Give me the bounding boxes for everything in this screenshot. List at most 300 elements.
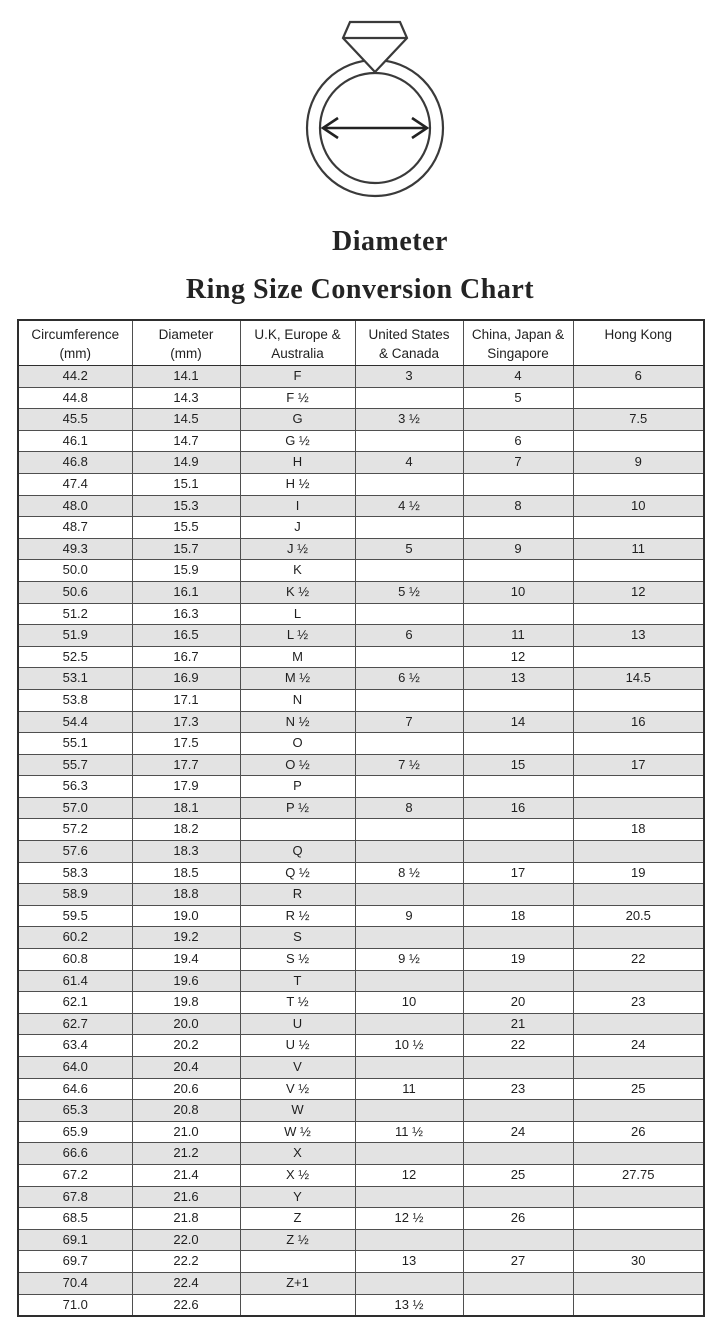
table-row	[18, 797, 704, 819]
table-row	[18, 905, 704, 927]
table-cell: 48.7	[18, 517, 132, 539]
table-cell	[463, 1100, 573, 1122]
table-cell: 12	[355, 1164, 463, 1186]
table-cell: 60.8	[18, 949, 132, 971]
table-row	[18, 711, 704, 733]
table-cell: 46.8	[18, 452, 132, 474]
table-cell: R ½	[240, 905, 355, 927]
table-cell: 59.5	[18, 905, 132, 927]
header-line: (mm)	[170, 346, 202, 361]
table-cell	[573, 430, 704, 452]
header-line: China, Japan &	[471, 327, 565, 342]
header-line: U.K, Europe &	[254, 327, 341, 342]
table-cell	[355, 841, 463, 863]
ring-size-chart-page	[0, 10, 720, 1317]
table-cell	[355, 517, 463, 539]
header-line: Singapore	[487, 346, 549, 361]
table-row	[18, 646, 704, 668]
table-cell: Q	[240, 841, 355, 863]
table-cell: 57.6	[18, 841, 132, 863]
table-cell: 17	[573, 754, 704, 776]
diameter-caption: Diameter	[332, 226, 448, 257]
table-cell	[355, 819, 463, 841]
table-cell: 25	[573, 1078, 704, 1100]
table-cell: H	[240, 452, 355, 474]
table-cell: 5 ½	[355, 581, 463, 603]
table-cell	[355, 387, 463, 409]
table-cell: 23	[573, 992, 704, 1014]
table-cell: 48.0	[18, 495, 132, 517]
table-cell	[573, 1208, 704, 1230]
table-cell	[573, 884, 704, 906]
table-cell: K ½	[240, 581, 355, 603]
table-cell	[463, 819, 573, 841]
table-cell	[573, 1143, 704, 1165]
table-cell: 27.75	[573, 1164, 704, 1186]
table-cell: 16.1	[132, 581, 240, 603]
table-row	[18, 862, 704, 884]
table-row	[18, 1035, 704, 1057]
table-cell: 13	[355, 1251, 463, 1273]
table-cell: 19.0	[132, 905, 240, 927]
table-row	[18, 409, 704, 431]
table-cell: H ½	[240, 473, 355, 495]
table-cell	[355, 733, 463, 755]
table-cell	[463, 841, 573, 863]
table-cell: 24	[463, 1121, 573, 1143]
table-cell	[573, 473, 704, 495]
table-cell: M ½	[240, 668, 355, 690]
table-cell: J ½	[240, 538, 355, 560]
table-cell	[240, 819, 355, 841]
table-cell	[463, 409, 573, 431]
table-cell: 18.1	[132, 797, 240, 819]
table-cell: 21.6	[132, 1186, 240, 1208]
table-cell: 19.8	[132, 992, 240, 1014]
table-cell: 22	[573, 949, 704, 971]
table-cell: 18.2	[132, 819, 240, 841]
table-cell: 69.1	[18, 1229, 132, 1251]
table-cell	[355, 689, 463, 711]
table-cell	[355, 1100, 463, 1122]
table-cell	[355, 603, 463, 625]
table-cell: K	[240, 560, 355, 582]
table-cell: 20.8	[132, 1100, 240, 1122]
diamond-ring-diameter-icon	[290, 10, 465, 210]
table-header	[18, 320, 704, 366]
table-cell: 69.7	[18, 1251, 132, 1273]
table-cell	[463, 733, 573, 755]
table-cell: L ½	[240, 625, 355, 647]
table-cell	[355, 927, 463, 949]
table-row	[18, 1164, 704, 1186]
table-cell	[355, 1013, 463, 1035]
table-cell: 15.3	[132, 495, 240, 517]
header-line: & Canada	[378, 346, 440, 361]
table-cell: 56.3	[18, 776, 132, 798]
table-cell: 65.9	[18, 1121, 132, 1143]
table-cell: 9	[463, 538, 573, 560]
table-cell: 14	[463, 711, 573, 733]
table-cell	[463, 473, 573, 495]
table-cell	[463, 884, 573, 906]
col-header-circumference	[18, 320, 132, 366]
table-cell	[573, 560, 704, 582]
table-cell	[355, 560, 463, 582]
table-cell	[463, 1272, 573, 1294]
table-row	[18, 689, 704, 711]
table-cell: 19.6	[132, 970, 240, 992]
table-row	[18, 841, 704, 863]
table-cell: 58.3	[18, 862, 132, 884]
table-cell: 62.1	[18, 992, 132, 1014]
table-cell	[463, 1186, 573, 1208]
table-cell: 50.6	[18, 581, 132, 603]
table-row	[18, 819, 704, 841]
table-cell	[573, 1229, 704, 1251]
ring-size-conversion-table	[17, 319, 705, 1317]
table-cell: 19	[463, 949, 573, 971]
table-cell: 14.1	[132, 366, 240, 388]
table-cell: 9	[355, 905, 463, 927]
table-row	[18, 1143, 704, 1165]
table-cell: 51.9	[18, 625, 132, 647]
table-cell	[573, 646, 704, 668]
table-cell	[355, 473, 463, 495]
table-cell: 19.4	[132, 949, 240, 971]
table-cell: 10	[463, 581, 573, 603]
table-cell: 26	[463, 1208, 573, 1230]
table-row	[18, 733, 704, 755]
table-cell: 71.0	[18, 1294, 132, 1316]
table-cell	[240, 1294, 355, 1316]
table-cell: 45.5	[18, 409, 132, 431]
table-cell: Z ½	[240, 1229, 355, 1251]
table-cell: I	[240, 495, 355, 517]
table-cell: 23	[463, 1078, 573, 1100]
table-cell	[463, 970, 573, 992]
header-line: (mm)	[59, 346, 91, 361]
table-cell: 54.4	[18, 711, 132, 733]
table-cell	[463, 1143, 573, 1165]
table-cell: X ½	[240, 1164, 355, 1186]
table-row	[18, 452, 704, 474]
table-cell: 10 ½	[355, 1035, 463, 1057]
table-cell: 18.8	[132, 884, 240, 906]
table-cell	[463, 1229, 573, 1251]
table-cell: 47.4	[18, 473, 132, 495]
table-cell: 22	[463, 1035, 573, 1057]
table-cell: S ½	[240, 949, 355, 971]
table-cell: 44.8	[18, 387, 132, 409]
table-cell: 65.3	[18, 1100, 132, 1122]
table-cell	[355, 1143, 463, 1165]
table-cell: 20.5	[573, 905, 704, 927]
table-cell	[573, 797, 704, 819]
table-cell: O ½	[240, 754, 355, 776]
table-cell	[573, 689, 704, 711]
table-cell: 13	[463, 668, 573, 690]
table-cell: 17	[463, 862, 573, 884]
table-cell: 7	[355, 711, 463, 733]
table-cell: 14.9	[132, 452, 240, 474]
table-cell: 15.7	[132, 538, 240, 560]
table-cell: W ½	[240, 1121, 355, 1143]
table-cell: 67.8	[18, 1186, 132, 1208]
table-cell: 10	[573, 495, 704, 517]
table-row	[18, 1251, 704, 1273]
table-cell: T ½	[240, 992, 355, 1014]
table-cell: 70.4	[18, 1272, 132, 1294]
header-line: Hong Kong	[604, 327, 673, 342]
table-cell: R	[240, 884, 355, 906]
table-cell: 63.4	[18, 1035, 132, 1057]
table-cell	[573, 970, 704, 992]
table-cell: Z	[240, 1208, 355, 1230]
table-cell: N	[240, 689, 355, 711]
table-row	[18, 625, 704, 647]
table-row	[18, 970, 704, 992]
table-cell: 11 ½	[355, 1121, 463, 1143]
table-cell: S	[240, 927, 355, 949]
table-cell: W	[240, 1100, 355, 1122]
ring-size-table-body	[18, 366, 704, 1317]
table-cell: 6	[573, 366, 704, 388]
col-header-uk-europe-australia	[240, 320, 355, 366]
table-cell	[463, 517, 573, 539]
table-cell: 20.2	[132, 1035, 240, 1057]
table-cell: 49.3	[18, 538, 132, 560]
table-cell: M	[240, 646, 355, 668]
table-row	[18, 560, 704, 582]
table-cell: 6	[463, 430, 573, 452]
header-row	[18, 320, 704, 366]
table-row	[18, 430, 704, 452]
table-cell	[463, 603, 573, 625]
table-cell: U ½	[240, 1035, 355, 1057]
table-cell: 64.0	[18, 1057, 132, 1079]
table-cell	[355, 1272, 463, 1294]
table-cell: F	[240, 366, 355, 388]
table-cell	[573, 841, 704, 863]
table-row	[18, 603, 704, 625]
col-header-hong-kong	[573, 320, 704, 366]
table-cell	[573, 1057, 704, 1079]
table-cell: 9	[573, 452, 704, 474]
table-row	[18, 1121, 704, 1143]
table-cell: 21.0	[132, 1121, 240, 1143]
table-row	[18, 1013, 704, 1035]
table-cell: 18	[463, 905, 573, 927]
table-cell: 11	[463, 625, 573, 647]
table-cell: 21.8	[132, 1208, 240, 1230]
table-cell: 13	[573, 625, 704, 647]
table-cell: 5	[463, 387, 573, 409]
table-cell	[573, 1186, 704, 1208]
table-cell: 46.1	[18, 430, 132, 452]
table-row	[18, 538, 704, 560]
table-cell: 20.6	[132, 1078, 240, 1100]
table-cell: 57.0	[18, 797, 132, 819]
table-cell	[463, 927, 573, 949]
table-cell: 51.2	[18, 603, 132, 625]
table-cell: 52.5	[18, 646, 132, 668]
table-cell: 13 ½	[355, 1294, 463, 1316]
table-cell: N ½	[240, 711, 355, 733]
table-cell: Y	[240, 1186, 355, 1208]
table-cell	[355, 970, 463, 992]
table-row	[18, 473, 704, 495]
table-cell: Z+1	[240, 1272, 355, 1294]
table-cell	[355, 1057, 463, 1079]
table-cell: 18	[573, 819, 704, 841]
table-row	[18, 949, 704, 971]
table-cell: 11	[573, 538, 704, 560]
table-cell: U	[240, 1013, 355, 1035]
table-cell: 67.2	[18, 1164, 132, 1186]
table-cell: 22.0	[132, 1229, 240, 1251]
table-cell: 12	[463, 646, 573, 668]
table-cell: 64.6	[18, 1078, 132, 1100]
table-cell: 16	[573, 711, 704, 733]
col-header-china-japan-singapore	[463, 320, 573, 366]
table-cell: 8 ½	[355, 862, 463, 884]
table-cell: 68.5	[18, 1208, 132, 1230]
table-cell: 15.5	[132, 517, 240, 539]
table-cell: 17.9	[132, 776, 240, 798]
table-row	[18, 387, 704, 409]
table-cell: 14.5	[132, 409, 240, 431]
table-cell: 21.4	[132, 1164, 240, 1186]
table-cell: 27	[463, 1251, 573, 1273]
table-cell	[573, 1100, 704, 1122]
table-cell: 17.1	[132, 689, 240, 711]
table-cell: 12	[573, 581, 704, 603]
table-row	[18, 1100, 704, 1122]
table-cell: V	[240, 1057, 355, 1079]
table-cell: 16	[463, 797, 573, 819]
table-row	[18, 1186, 704, 1208]
table-cell	[355, 430, 463, 452]
header-line: Australia	[271, 346, 324, 361]
table-cell	[573, 1272, 704, 1294]
table-cell: 17.7	[132, 754, 240, 776]
table-cell: 7	[463, 452, 573, 474]
col-header-us-canada	[355, 320, 463, 366]
table-cell: X	[240, 1143, 355, 1165]
table-cell: O	[240, 733, 355, 755]
table-row	[18, 1272, 704, 1294]
page-title: Ring Size Conversion Chart	[185, 274, 535, 305]
table-cell: 60.2	[18, 927, 132, 949]
table-cell: 26	[573, 1121, 704, 1143]
table-cell: 17.3	[132, 711, 240, 733]
table-cell: 24	[573, 1035, 704, 1057]
table-cell	[463, 776, 573, 798]
table-row	[18, 1057, 704, 1079]
table-cell: 5	[355, 538, 463, 560]
table-row	[18, 1208, 704, 1230]
table-cell: 10	[355, 992, 463, 1014]
table-row	[18, 1078, 704, 1100]
table-cell: 58.9	[18, 884, 132, 906]
table-cell: 61.4	[18, 970, 132, 992]
table-cell: 57.2	[18, 819, 132, 841]
table-cell: 44.2	[18, 366, 132, 388]
table-cell: 20.4	[132, 1057, 240, 1079]
table-cell: L	[240, 603, 355, 625]
table-cell: 16.7	[132, 646, 240, 668]
table-row	[18, 1229, 704, 1251]
table-cell: 8	[463, 495, 573, 517]
table-cell	[240, 1251, 355, 1273]
header-line: United States	[368, 327, 450, 342]
table-cell: 19	[573, 862, 704, 884]
table-cell: 20.0	[132, 1013, 240, 1035]
table-cell: 4	[355, 452, 463, 474]
table-cell	[355, 884, 463, 906]
table-cell	[573, 387, 704, 409]
table-cell	[573, 927, 704, 949]
table-cell: 15	[463, 754, 573, 776]
table-cell: J	[240, 517, 355, 539]
col-header-diameter	[132, 320, 240, 366]
table-cell: 17.5	[132, 733, 240, 755]
table-cell: 14.7	[132, 430, 240, 452]
table-cell: 66.6	[18, 1143, 132, 1165]
table-cell: 53.1	[18, 668, 132, 690]
table-cell: 20	[463, 992, 573, 1014]
table-cell: T	[240, 970, 355, 992]
table-row	[18, 992, 704, 1014]
table-cell: V ½	[240, 1078, 355, 1100]
table-cell: 22.6	[132, 1294, 240, 1316]
table-cell	[573, 1013, 704, 1035]
table-cell: 9 ½	[355, 949, 463, 971]
table-row	[18, 927, 704, 949]
table-cell	[573, 517, 704, 539]
table-row	[18, 776, 704, 798]
table-cell	[463, 1057, 573, 1079]
table-cell	[463, 1294, 573, 1316]
table-cell: 19.2	[132, 927, 240, 949]
table-cell: 16.9	[132, 668, 240, 690]
header-line	[574, 344, 704, 363]
table-cell	[355, 646, 463, 668]
table-cell: 30	[573, 1251, 704, 1273]
table-row	[18, 754, 704, 776]
table-cell: 4 ½	[355, 495, 463, 517]
table-row	[18, 581, 704, 603]
table-cell: 6 ½	[355, 668, 463, 690]
table-cell: Q ½	[240, 862, 355, 884]
table-cell: 55.7	[18, 754, 132, 776]
table-cell: 7 ½	[355, 754, 463, 776]
header-line: Diameter	[158, 327, 214, 342]
table-cell: 3 ½	[355, 409, 463, 431]
table-cell	[573, 733, 704, 755]
table-cell: 53.8	[18, 689, 132, 711]
table-cell	[573, 603, 704, 625]
table-cell: 21	[463, 1013, 573, 1035]
table-cell: 50.0	[18, 560, 132, 582]
table-cell	[573, 776, 704, 798]
table-cell	[355, 1229, 463, 1251]
table-cell: F ½	[240, 387, 355, 409]
table-cell: 22.4	[132, 1272, 240, 1294]
table-cell: G ½	[240, 430, 355, 452]
table-cell: 21.2	[132, 1143, 240, 1165]
